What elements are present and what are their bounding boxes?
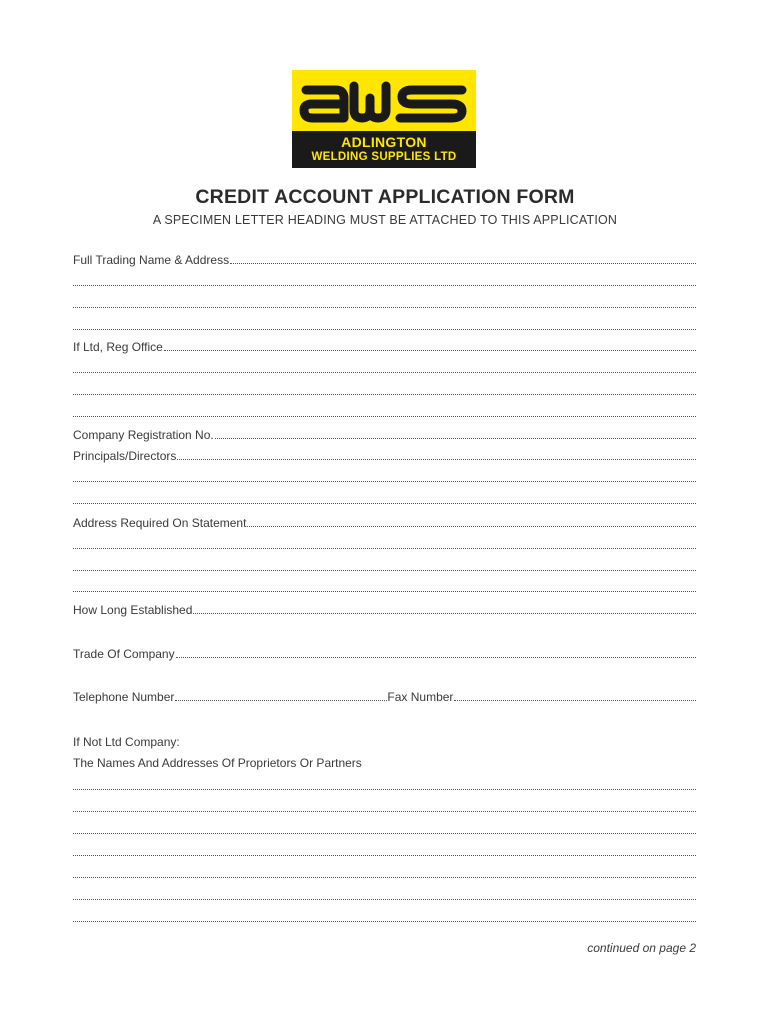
- fill-line[interactable]: [73, 921, 696, 922]
- trading-name-label: Full Trading Name & Address: [73, 253, 230, 267]
- reg-office-line-1[interactable]: [73, 360, 696, 376]
- not-ltd-heading: [73, 733, 696, 749]
- proprietors-line-7[interactable]: [73, 909, 696, 925]
- reg-office-line-3[interactable]: [73, 404, 696, 420]
- how-long-field[interactable]: [73, 601, 696, 617]
- form-subtitle: A SPECIMEN LETTER HEADING MUST BE ATTACHED TO THIS APPLICATION: [152, 213, 618, 227]
- proprietors-heading: [73, 754, 696, 770]
- reg-office-line-2[interactable]: [73, 382, 696, 398]
- fill-line[interactable]: [73, 285, 696, 286]
- trading-name-field[interactable]: [73, 251, 696, 267]
- fill-line[interactable]: [193, 613, 696, 614]
- fill-line[interactable]: [176, 657, 696, 658]
- proprietors-line-1[interactable]: [73, 777, 696, 793]
- continued-note: continued on page 2: [587, 941, 696, 955]
- trading-address-line-2[interactable]: [73, 295, 696, 311]
- trading-address-line-1[interactable]: [73, 273, 696, 289]
- statement-address-line-1[interactable]: [73, 536, 696, 552]
- fill-line[interactable]: [215, 438, 696, 439]
- trading-address-line-3[interactable]: [73, 317, 696, 333]
- fax-fill-line[interactable]: [454, 700, 696, 701]
- telephone-label: Telephone Number: [73, 690, 175, 704]
- proprietors-line-4[interactable]: [73, 843, 696, 859]
- how-long-label: How Long Established: [73, 603, 193, 617]
- fill-line[interactable]: [164, 350, 696, 351]
- fill-line[interactable]: [73, 416, 696, 417]
- fill-line[interactable]: [73, 548, 696, 549]
- fill-line[interactable]: [73, 503, 696, 504]
- form-title: CREDIT ACCOUNT APPLICATION FORM: [195, 186, 575, 208]
- fill-line[interactable]: [73, 570, 696, 571]
- company-reg-no-label: Company Registration No.: [73, 428, 214, 442]
- fill-line[interactable]: [73, 481, 696, 482]
- company-logo: [292, 70, 476, 168]
- fill-line[interactable]: [177, 459, 696, 460]
- company-reg-no-field[interactable]: [73, 426, 696, 442]
- fill-line[interactable]: [73, 899, 696, 900]
- proprietors-line-3[interactable]: [73, 821, 696, 837]
- fill-line[interactable]: [73, 833, 696, 834]
- proprietors-line-5[interactable]: [73, 865, 696, 881]
- fill-line[interactable]: [73, 789, 696, 790]
- fill-line[interactable]: [73, 591, 696, 592]
- statement-address-line-3[interactable]: [73, 579, 696, 595]
- logo-company-line1: ADLINGTON: [341, 134, 427, 150]
- telephone-fax-field[interactable]: [73, 688, 696, 704]
- principals-line-2[interactable]: [73, 491, 696, 507]
- fill-line[interactable]: [73, 877, 696, 878]
- fill-line[interactable]: [73, 307, 696, 308]
- logo-company-line2: WELDING SUPPLIES LTD: [311, 151, 457, 163]
- trade-field[interactable]: [73, 645, 696, 661]
- fill-line[interactable]: [73, 329, 696, 330]
- fill-line[interactable]: [230, 263, 696, 264]
- fill-line[interactable]: [73, 372, 696, 373]
- fill-line[interactable]: [73, 855, 696, 856]
- fill-line[interactable]: [73, 394, 696, 395]
- statement-address-label: Address Required On Statement: [73, 516, 247, 530]
- telephone-fill-line[interactable]: [175, 700, 387, 701]
- fax-label: Fax Number: [387, 690, 454, 704]
- statement-address-line-2[interactable]: [73, 558, 696, 574]
- fill-line[interactable]: [73, 811, 696, 812]
- principals-field[interactable]: [73, 447, 696, 463]
- proprietors-line-6[interactable]: [73, 887, 696, 903]
- proprietors-label: The Names And Addresses Of Proprietors Or Partners: [73, 756, 362, 770]
- statement-address-field[interactable]: [73, 514, 696, 530]
- fill-line[interactable]: [247, 526, 696, 527]
- trade-label: Trade Of Company: [73, 647, 175, 661]
- reg-office-field[interactable]: [73, 338, 696, 354]
- principals-label: Principals/Directors: [73, 449, 177, 463]
- proprietors-line-2[interactable]: [73, 799, 696, 815]
- not-ltd-heading-label: If Not Ltd Company:: [73, 735, 180, 749]
- aws-logo-mark: [292, 70, 476, 132]
- principals-line-1[interactable]: [73, 469, 696, 485]
- logo-band: [292, 131, 476, 168]
- reg-office-label: If Ltd, Reg Office: [73, 340, 163, 354]
